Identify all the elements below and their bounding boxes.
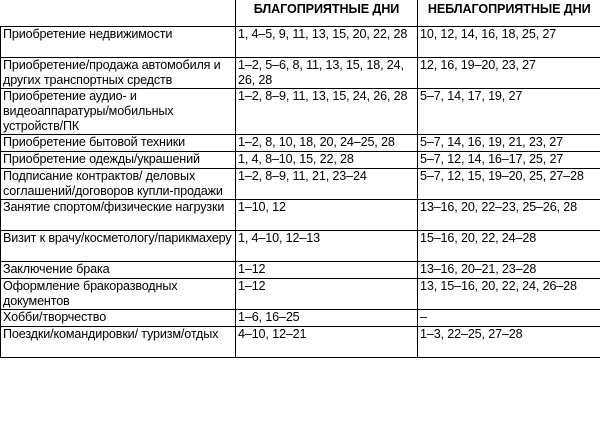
table-row — [1, 279, 600, 310]
table-row — [1, 169, 600, 200]
unfavorable-cell: 5–7, 14, 16, 19, 21, 23, 27 — [418, 135, 600, 152]
header-row — [1, 0, 600, 27]
favorable-cell: 1–12 — [236, 279, 418, 310]
favorable-cell: 4–10, 12–21 — [236, 327, 418, 358]
table-row — [1, 327, 600, 358]
activity-cell: Хобби/творчество — [1, 310, 236, 327]
unfavorable-cell: 10, 12, 14, 16, 18, 25, 27 — [418, 27, 600, 58]
table-row — [1, 231, 600, 262]
favorable-cell: 1, 4, 8–10, 15, 22, 28 — [236, 152, 418, 169]
activity-cell: Поездки/командировки/ туризм/отдых — [1, 327, 236, 358]
favorable-cell: 1–2, 8–9, 11, 13, 15, 24, 26, 28 — [236, 89, 418, 135]
favorable-cell: 1–2, 5–6, 8, 11, 13, 15, 18, 24, 26, 28 — [236, 58, 418, 89]
favorable-cell: 1, 4–5, 9, 11, 13, 15, 20, 22, 28 — [236, 27, 418, 58]
activity-cell: Приобретение аудио- и видеоаппаратуры/мобильных устройств/ПК — [1, 89, 236, 135]
table-row — [1, 27, 600, 58]
table-row — [1, 152, 600, 169]
unfavorable-cell: 13–16, 20–21, 23–28 — [418, 262, 600, 279]
favorable-cell: 1–2, 8–9, 11, 21, 23–24 — [236, 169, 418, 200]
table-row — [1, 89, 600, 135]
activity-cell: Заключение брака — [1, 262, 236, 279]
header-favorable-days: БЛАГОПРИЯТНЫЕ ДНИ — [236, 0, 418, 27]
favorable-cell: 1–10, 12 — [236, 200, 418, 231]
favorable-cell: 1–12 — [236, 262, 418, 279]
unfavorable-cell: 13–16, 20, 22–23, 25–26, 28 — [418, 200, 600, 231]
activity-cell: Приобретение/продажа автомобиля и других транспортных средств — [1, 58, 236, 89]
favorable-cell: 1–6, 16–25 — [236, 310, 418, 327]
header-activity — [1, 0, 236, 27]
favorable-cell: 1–2, 8, 10, 18, 20, 24–25, 28 — [236, 135, 418, 152]
table-row — [1, 58, 600, 89]
unfavorable-cell: 5–7, 12, 14, 16–17, 25, 27 — [418, 152, 600, 169]
unfavorable-cell: 1–3, 22–25, 27–28 — [418, 327, 600, 358]
header-unfavorable-days: НЕБЛАГОПРИЯТНЫЕ ДНИ — [418, 0, 600, 27]
unfavorable-cell: 5–7, 14, 17, 19, 27 — [418, 89, 600, 135]
favorable-cell: 1, 4–10, 12–13 — [236, 231, 418, 262]
activity-cell: Оформление бракоразводных документов — [1, 279, 236, 310]
table-row — [1, 310, 600, 327]
table-row — [1, 135, 600, 152]
activity-cell: Приобретение одежды/украшений — [1, 152, 236, 169]
unfavorable-cell: 12, 16, 19–20, 23, 27 — [418, 58, 600, 89]
activity-cell: Визит к врачу/косметологу/парикмахеру — [1, 231, 236, 262]
table-row — [1, 262, 600, 279]
activity-cell: Подписание контрактов/ деловых соглашений/договоров купли-продажи — [1, 169, 236, 200]
activity-cell: Занятие спортом/физические нагрузки — [1, 200, 236, 231]
unfavorable-cell: – — [418, 310, 600, 327]
unfavorable-cell: 5–7, 12, 15, 19–20, 25, 27–28 — [418, 169, 600, 200]
table-row — [1, 200, 600, 231]
activity-cell: Приобретение бытовой техники — [1, 135, 236, 152]
unfavorable-cell: 15–16, 20, 22, 24–28 — [418, 231, 600, 262]
activity-cell: Приобретение недвижимости — [1, 27, 236, 58]
unfavorable-cell: 13, 15–16, 20, 22, 24, 26–28 — [418, 279, 600, 310]
